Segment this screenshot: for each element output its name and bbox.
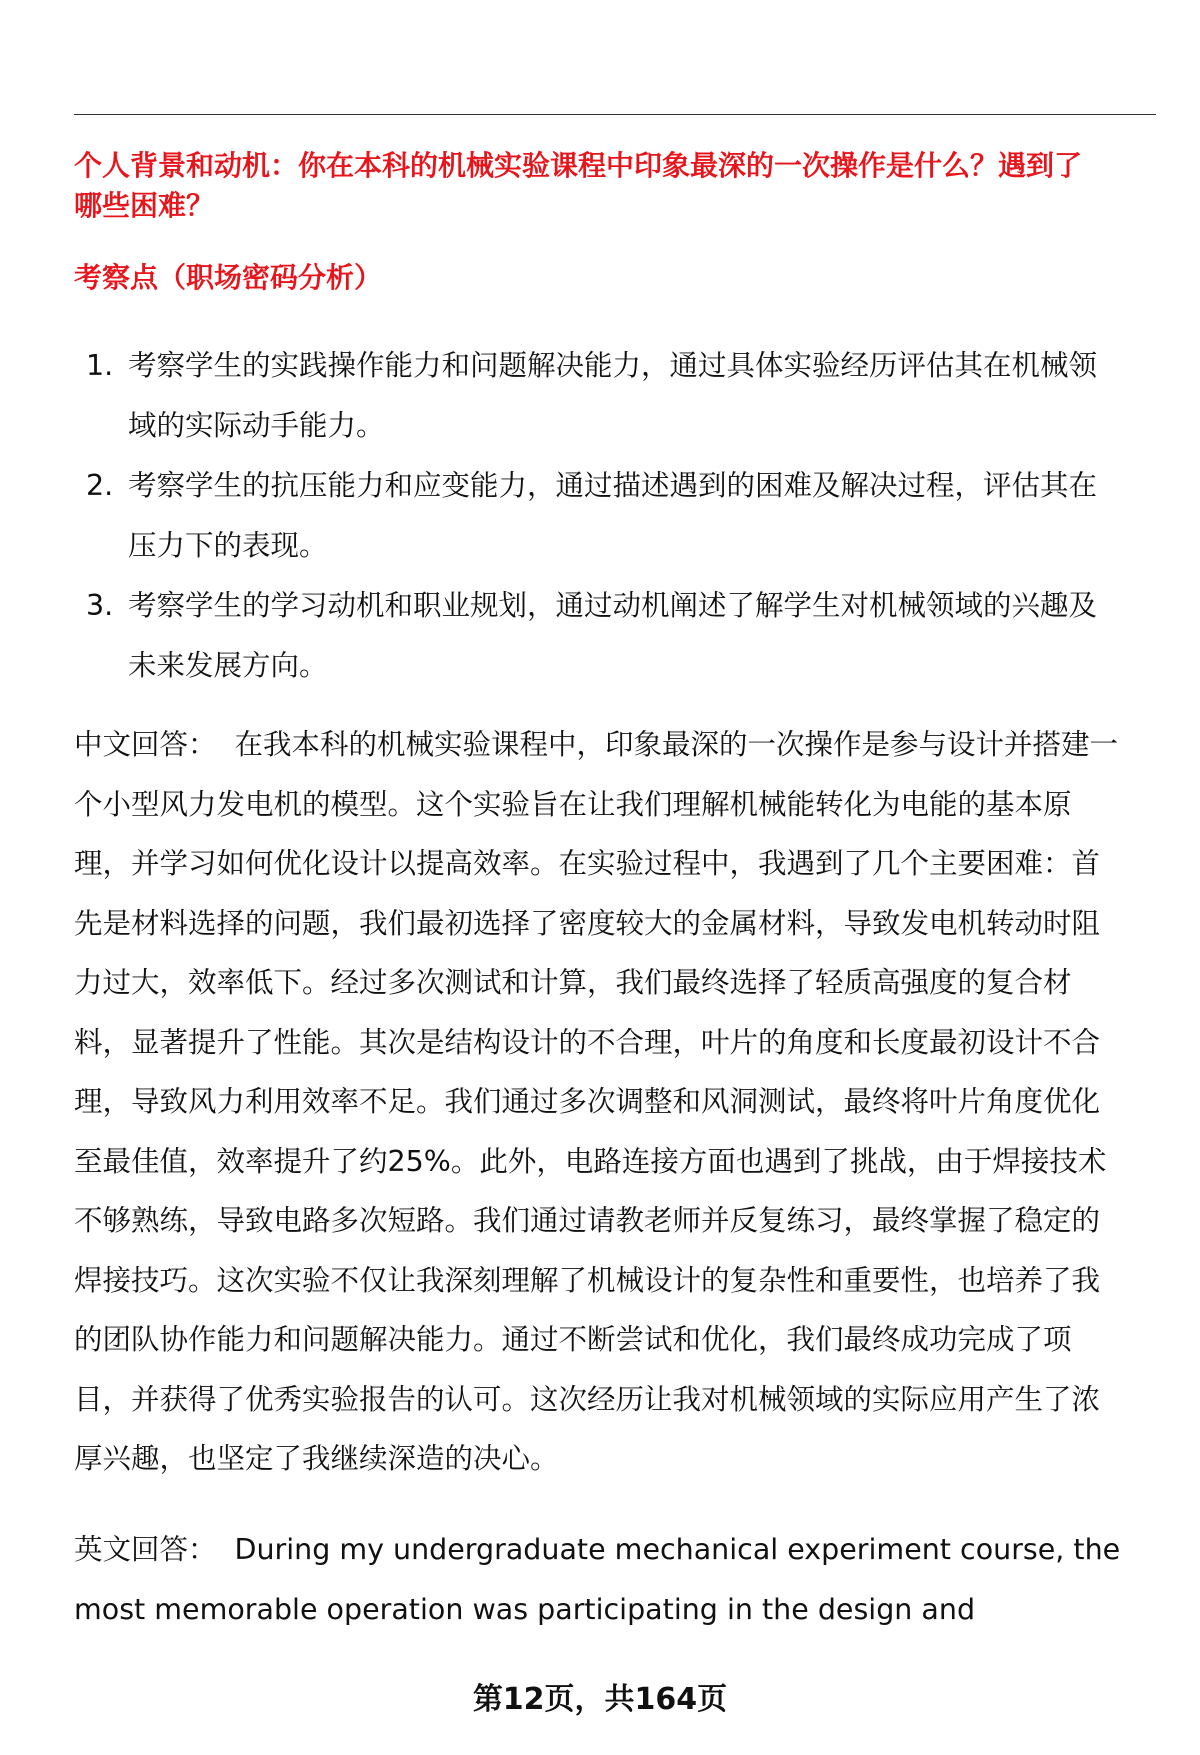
list-text: 域的实际动手能力。 [128,409,385,442]
list-number: 1. [86,349,114,382]
page-number: 第12页，共164页 [472,1682,728,1717]
answer-line: 先是材料选择的问题，我们最初选择了密度较大的金属材料，导致发电机转动时阻 [74,906,1101,940]
list-number: 3. [86,589,114,622]
assessment-points-list [74,336,1164,696]
answer-line: 理，导致风力利用效率不足。我们通过多次调整和风洞测试，最终将叶片角度优化 [74,1085,1101,1118]
question-heading [74,146,1164,226]
answer-line: 在我本科的机械实验课程中，印象最深的一次操作是参与设计并搭建一 [234,728,1119,761]
answer-line: 力过大，效率低下。经过多次测试和计算，我们最终选择了轻质高强度的复合材 [74,966,1072,999]
list-text: 未来发展方向。 [128,649,328,682]
answer-line: 不够熟练，导致电路多次短路。我们通过请教老师并反复练习，最终掌握了稳定的 [74,1204,1101,1237]
answer-line: most memorable operation was participating in the design and [74,1592,976,1626]
list-text: 压力下的表现。 [128,529,328,562]
answer-line: 个小型风力发电机的模型。这个实验旨在让我们理解机械能转化为电能的基本原 [74,787,1072,821]
answer-line: 料，显著提升了性能。其次是结构设计的不合理，叶片的角度和长度最初设计不合 [74,1025,1101,1059]
assessment-subheading: 考察点（职场密码分析） [74,261,383,294]
list-text: 考察学生的实践操作能力和问题解决能力，通过具体实验经历评估其在机械领 [128,349,1098,382]
question-line: 个人背景和动机：你在本科的机械实验课程中印象最深的一次操作是什么？遇到了 [74,149,1083,182]
list-item [74,456,1164,576]
answer-line: 焊接技巧。这次实验不仅让我深刻理解了机械设计的复杂性和重要性，也培养了我 [74,1263,1101,1297]
english-answer-label: 英文回答： [74,1533,217,1566]
header-rule [74,114,1156,115]
list-text: 考察学生的学习动机和职业规划，通过动机阐述了解学生对机械领域的兴趣及 [128,589,1098,622]
answer-line: 理，并学习如何优化设计以提高效率。在实验过程中，我遇到了几个主要困难：首 [74,847,1101,880]
list-item [74,336,1164,456]
chinese-answer [74,715,1174,1489]
answer-line: 目，并获得了优秀实验报告的认可。这次经历让我对机械领域的实际应用产生了浓 [74,1382,1101,1416]
question-line: 哪些困难？ [74,189,215,222]
list-text: 考察学生的抗压能力和应变能力，通过描述遇到的困难及解决过程，评估其在 [128,469,1098,502]
answer-line: During my undergraduate mechanical experiment course, the [234,1533,1121,1566]
english-answer [74,1520,1174,1639]
list-number: 2. [86,469,114,502]
answer-line: 厚兴趣，也坚定了我继续深造的决心。 [74,1442,559,1475]
list-item [74,576,1164,696]
answer-line: 至最佳值，效率提升了约25%。此外，电路连接方面也遇到了挑战，由于焊接技术 [74,1144,1107,1178]
answer-line: 的团队协作能力和问题解决能力。通过不断尝试和优化，我们最终成功完成了项 [74,1323,1072,1356]
chinese-answer-label: 中文回答： [74,728,217,761]
